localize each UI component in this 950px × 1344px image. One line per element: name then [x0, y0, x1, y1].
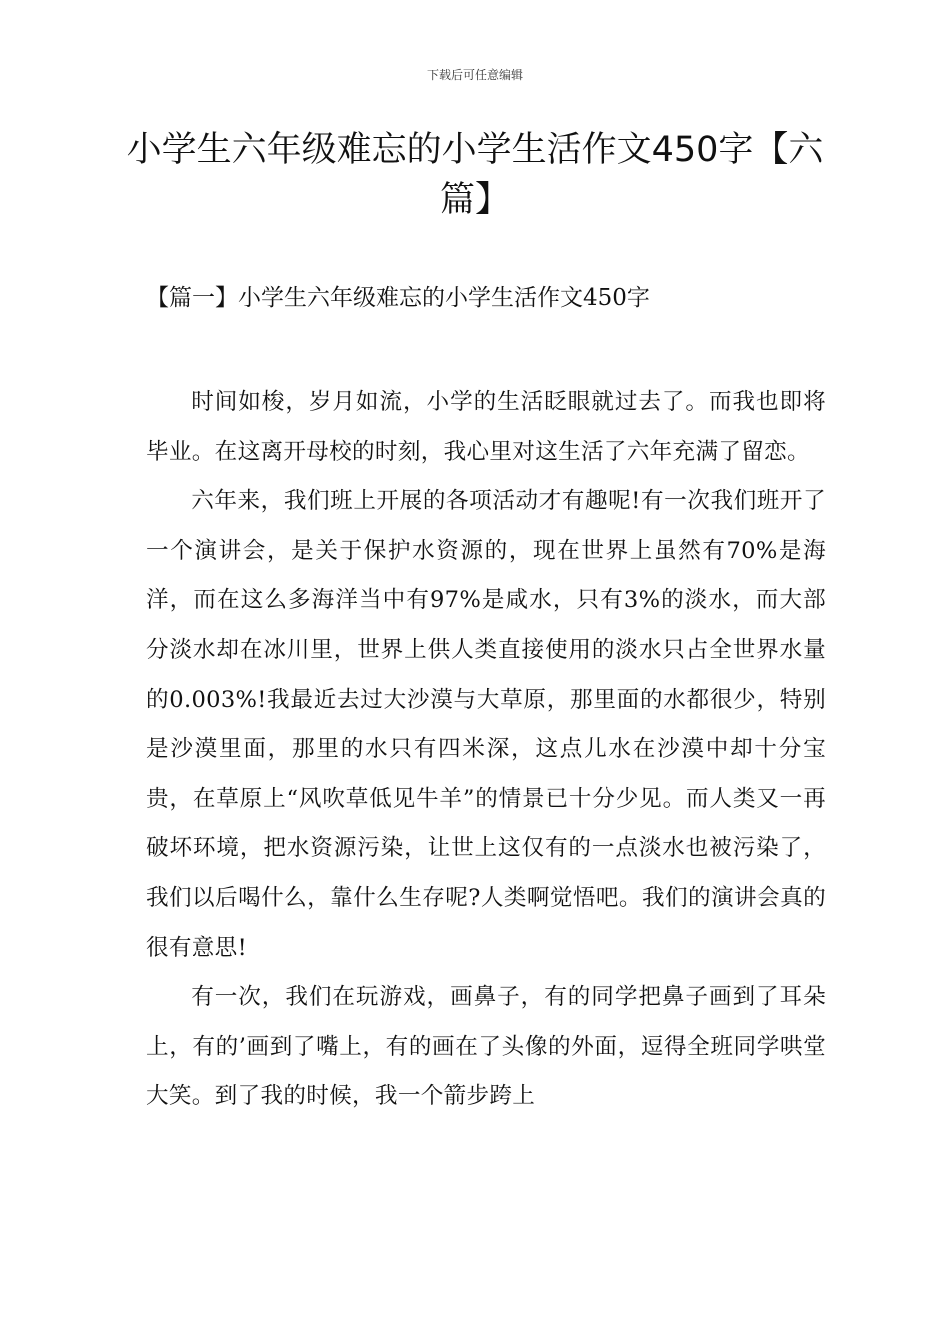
paragraph-2: 六年来，我们班上开展的各项活动才有趣呢!有一次我们班开了一个演讲会，是关于保护水资源的，现在世界上虽然有70%是海洋，而在这么多海洋当中有97%是咸水，只有3%的淡水，而大部分淡水却在冰川里，世界上供人类直接使用的淡水只占全世界水量的0.003%!我最近去过大沙漠与大草原，那里面的水都很少，特别是沙漠里面，那里的水只有四米深，这点儿水在沙漠中却十分宝贵，在草原上“风吹草低见牛羊”的情景已十分少见。而人类又一再破坏环境，把水资源污染，让世上这仅有的一点淡水也被污染了，我们以后喝什么，靠什么生存呢?人类啊觉悟吧。我们的演讲会真的很有意思! [146, 488, 826, 961]
section-heading: 【篇一】小学生六年级难忘的小学生活作文450字 [146, 285, 650, 311]
paragraph-1: 时间如梭，岁月如流，小学的生活眨眼就过去了。而我也即将毕业。在这离开母校的时刻，我心里对这生活了六年充满了留恋。 [146, 389, 826, 465]
document-title: 小学生六年级难忘的小学生活作文450字【六篇】 [126, 130, 824, 220]
header-note: 下载后可任意编辑 [426, 68, 523, 82]
paragraph-3: 有一次，我们在玩游戏，画鼻子，有的同学把鼻子画到了耳朵上，有的’画到了嘴上，有的画在了头像的外面，逗得全班同学哄堂大笑。到了我的时候，我一个箭步跨上 [146, 984, 826, 1110]
body-text [146, 378, 826, 1122]
